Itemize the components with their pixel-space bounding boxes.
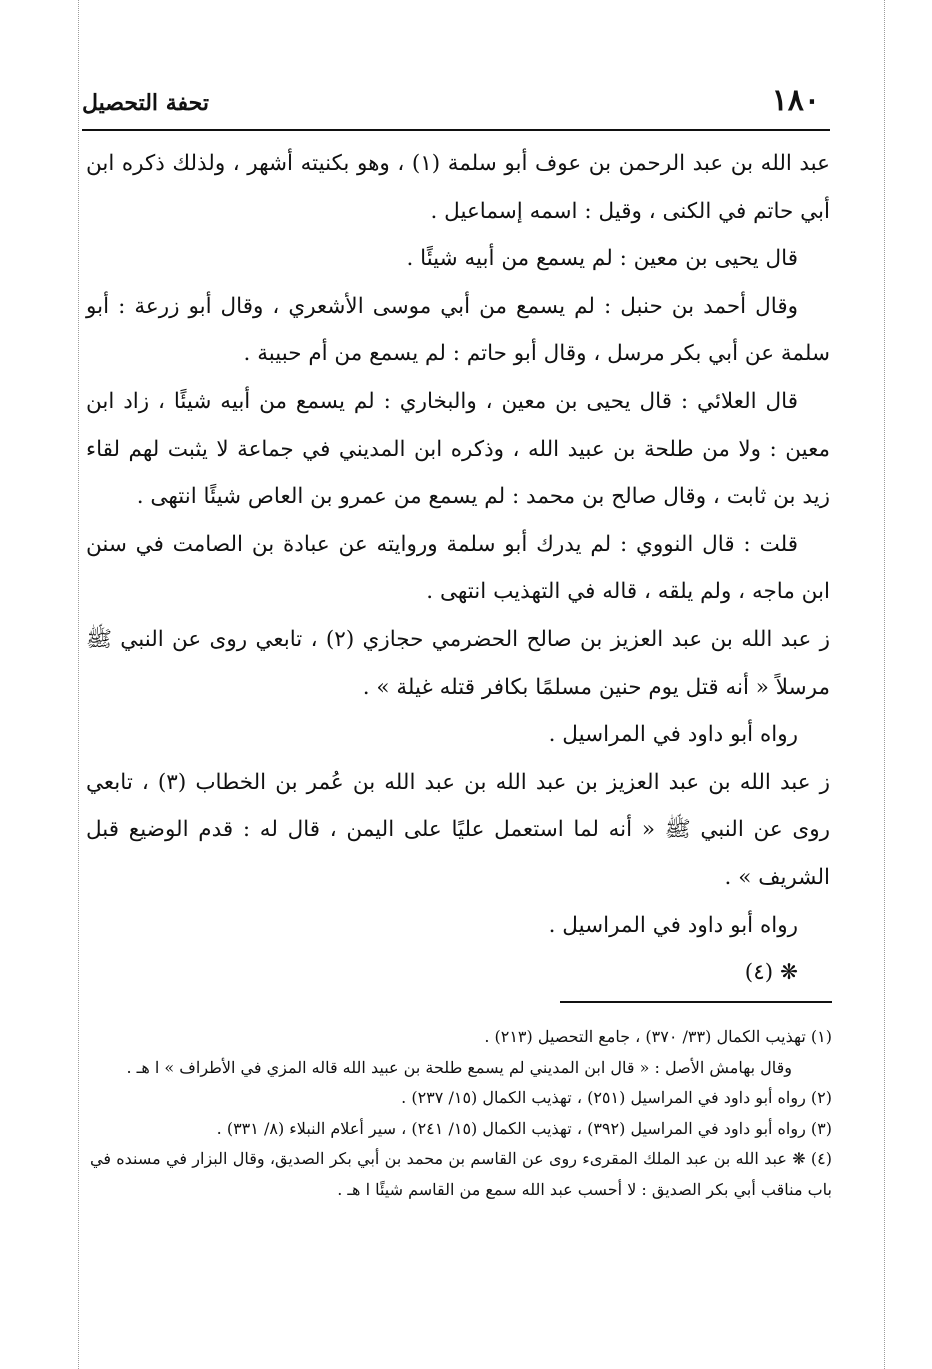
paragraph-alnawawi: قلت : قال النووي : لم يدرك أبو سلمة وروايته عن عبادة بن الصامت في سنن ابن ماجه ، ولم يلقه ، قاله في التهذيب انتهى .: [86, 531, 830, 605]
scan-margin-line: [884, 0, 885, 1369]
footnote-2: (٢) رواه أبو داود في المراسيل (٢٥١) ، تهذيب الكمال (١٥/ ٢٣٧) .: [401, 1088, 832, 1107]
header-rule: [82, 129, 830, 131]
footnote-4: (٤) ❋ عبد الله بن عبد الملك المقرىء روى عن القاسم بن محمد بن أبي بكر الصديق، وقال البزار في مسنده في باب مناقب أبي بكر الصديق : لا أحسب عبد الله سمع من القاسم شيئًا ا هـ .: [90, 1149, 832, 1199]
paragraph-ibn-umar-entry: ز عبد الله بن عبد العزيز بن عبد الله بن عبد الله بن عُمر بن الخطاب (٣) ، تابعي روى عن النبي ﷺ « أنه لما استعمل عليًا على اليمن ، قال له : قدم الوضيع قبل الشريف » .: [86, 769, 831, 890]
main-text: [86, 140, 830, 997]
footnote-rule: [560, 1001, 832, 1003]
footnote-3: (٣) رواه أبو داود في المراسيل (٣٩٢) ، تهذيب الكمال (١٥/ ٢٤١) ، سير أعلام النبلاء (٨/ ٣٣١) .: [216, 1118, 832, 1138]
running-title: تحفة التحصيل: [82, 90, 209, 116]
paragraph-ahmad-ibn-hanbal: وقال أحمد بن حنبل : لم يسمع من أبي موسى الأشعري ، وقال أبو زرعة : أبو سلمة عن أبي بكر مرسل ، وقال أبو حاتم : لم يسمع من أم حبيبة .: [86, 293, 830, 367]
footnote-1: (١) تهذيب الكمال (٣٣/ ٣٧٠) ، جامع التحصيل (٢١٣) .: [484, 1027, 832, 1046]
paragraph-alalai: قال العلائي : قال يحيى بن معين ، والبخاري : لم يسمع من أبيه شيئًا ، زاد ابن معين : ولا من طلحة بن عبيد الله ، وذكره ابن المديني في جماعة لا يثبت لهم لقاء زيد بن ثابت ، وقال صالح بن محمد : لم يسمع من عمرو بن العاص شيئًا انتهى .: [86, 388, 830, 510]
page-header: [82, 84, 830, 124]
end-mark: ❋ (٤): [744, 960, 798, 986]
paragraph-narration-1: رواه أبو داود في المراسيل .: [548, 722, 798, 748]
paragraph-hadrami-entry: ز عبد الله بن عبد العزيز بن صالح الحضرمي حجازي (٢) ، تابعي روى عن النبي ﷺ مرسلاً « أنه قتل يوم حنين مسلمًا بكافر قتله غيلة » .: [86, 626, 830, 700]
page-number: ١٨٠: [771, 83, 820, 118]
footnote-1-margin-note: وقال بهامش الأصل : « قال ابن المديني لم يسمع طلحة بن عبيد الله قاله المزي في الأطراف » ا هـ .: [126, 1057, 792, 1077]
scan-margin-line: [78, 0, 79, 1369]
footnotes: [90, 1022, 832, 1205]
paragraph-yahya-ibn-main: قال يحيى بن معين : لم يسمع من أبيه شيئًا .: [406, 246, 798, 272]
paragraph-abu-salama: عبد الله بن عبد الرحمن بن عوف أبو سلمة (١) ، وهو بكنيته أشهر ، ولذلك ذكره ابن أبي حاتم في الكنى ، وقيل : اسمه إسماعيل .: [86, 151, 830, 224]
paragraph-narration-2: رواه أبو داود في المراسيل .: [548, 912, 798, 938]
